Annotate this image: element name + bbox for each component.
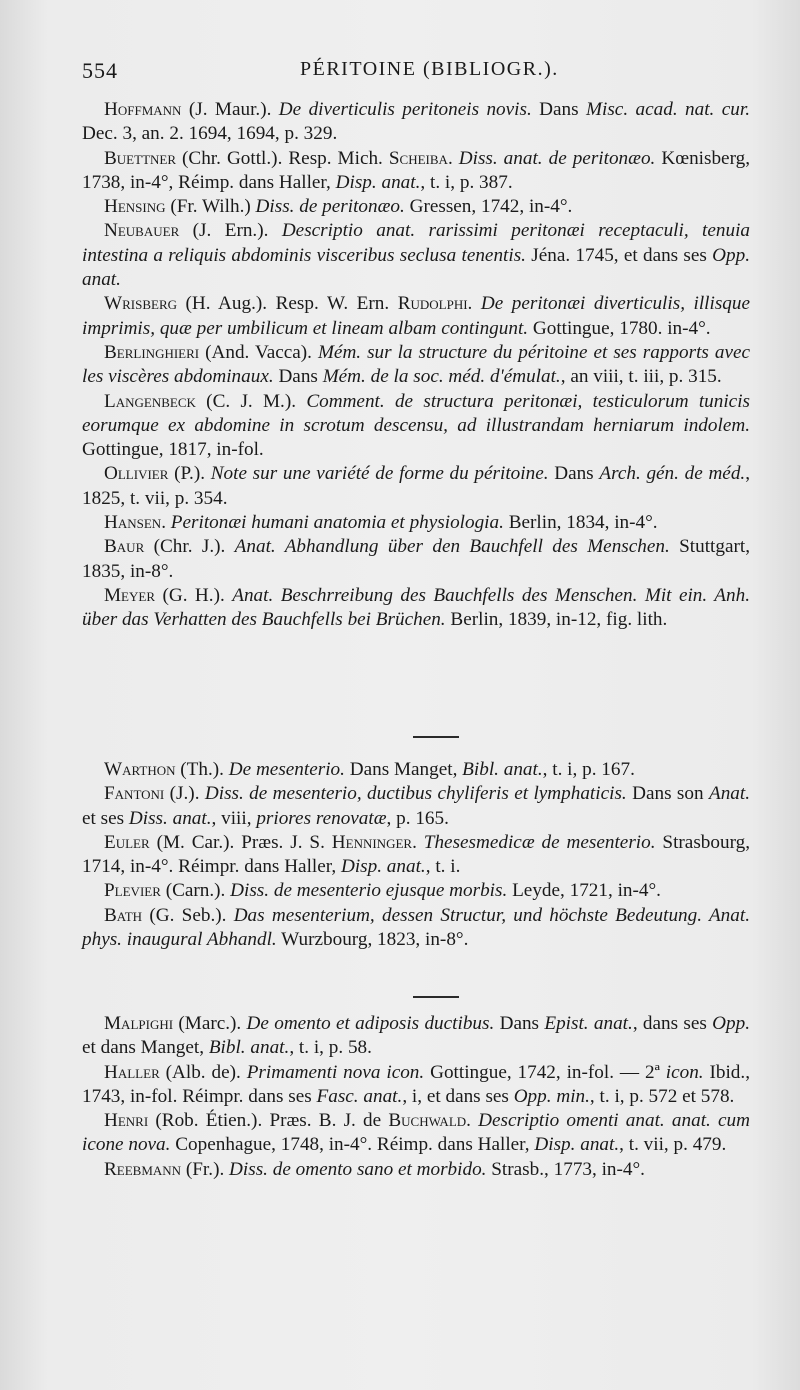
entry-title: Disp. anat. [340, 856, 426, 878]
entry-text: Berlin, 1839, in-12, fig. lith. [445, 609, 668, 631]
entry-text: (H. Aug.). Resp. W. Ern. [177, 293, 398, 315]
entry-text: et ses [82, 807, 129, 829]
entry-title: Thesesmedicæ de mesenterio. [423, 831, 656, 853]
entry-title: Comment. de structura peritonæi, testiculorum tunicis eorumque ex abdomine in scrotum descensu, ad illustrandam herniarum indolem. [82, 390, 751, 436]
entry-text: Dans Manget, [344, 759, 463, 780]
entry-author: Plevier [104, 880, 161, 902]
entry-title: De omento et adiposis ductibus. [246, 1013, 495, 1034]
entry-title: Diss. anat. [128, 807, 212, 829]
entry-text: (Alb. de). [159, 1061, 247, 1083]
entry-author: Fantoni [104, 783, 165, 805]
entry-text: , t. i, p. 167. [542, 759, 635, 780]
entry-title: Anat. Abhandlung über den Bauchfell des Menschen. [234, 536, 670, 558]
bibliography-entry [82, 511, 750, 535]
page-number: 554 [82, 58, 118, 83]
entry-text: , p. 165. [386, 807, 449, 829]
entry-text: . [161, 512, 171, 534]
entry-author: Warthon [104, 759, 176, 780]
entry-text: . [447, 147, 459, 169]
entry-text: (G. Seb.). [142, 904, 234, 926]
entry-author: Hansen [104, 512, 162, 534]
entry-author: Reebmann [104, 1158, 182, 1180]
entry-text: (J. Maur.). [181, 99, 279, 120]
entry-text: . [467, 293, 481, 315]
entry-text: Leyde, 1721, in-4°. [507, 880, 661, 902]
entry-text: (G. H.). [155, 584, 233, 606]
entry-title: Fasc. anat. [316, 1085, 403, 1107]
entry-title: Opp. min. [513, 1085, 590, 1107]
entry-text: (J.). [164, 783, 205, 805]
entry-title: Peritonæi humani anatomia et physiologia. [170, 512, 504, 534]
bibliography-entry [82, 462, 750, 511]
entry-text: . [466, 1110, 479, 1132]
entry-title: Diss. anat. de peritonæo. [458, 147, 656, 169]
bibliography-entry [82, 341, 750, 390]
entry-title: Descriptio omenti anat. anat. cum icone nova. [82, 1110, 751, 1156]
entry-text: Berlin, 1834, in-4°. [503, 512, 658, 534]
entry-author: Haller [104, 1061, 160, 1083]
entry-author: Hoffmann [104, 99, 182, 120]
entry-text: (Fr. Wilh.) [165, 196, 256, 218]
entry-title: priores renovatæ [256, 807, 387, 829]
entry-title: Diss. de peritonæo. [255, 196, 405, 218]
bibliography-entry [82, 1109, 750, 1158]
entry-text: (M. Car.). Præs. J. S. [149, 831, 332, 853]
entry-title: Bibl. anat. [208, 1037, 290, 1059]
entry-text: Gottingue, 1780. in-4°. [528, 317, 711, 339]
bibliography-entry [82, 1012, 750, 1061]
entry-text: (P.). [168, 463, 211, 485]
bibliography-entry [82, 98, 750, 147]
entry-text: Dec. 3, an. 2. 1694, 1694, p. 329. [82, 123, 338, 145]
bibliography-entry [82, 904, 750, 953]
entry-title: icon. [665, 1061, 704, 1083]
entry-title: Opp. [712, 1013, 751, 1034]
running-head: PÉRITOINE (BIBLIOGR.). [300, 58, 559, 80]
entry-author: Neubauer [104, 220, 180, 242]
entry-text: (Chr. Gottl.). Resp. Mich. [176, 147, 389, 169]
entry-respondent: Buchwald [388, 1110, 467, 1132]
entry-text: Gottingue, 1817, in-fol. [82, 439, 264, 461]
entry-text: Dans son [626, 783, 709, 805]
entry-text: , viii, [211, 807, 257, 829]
entry-text: Jéna. 1745, et dans ses [525, 244, 713, 266]
entry-title: Bibl. anat. [462, 759, 543, 780]
entry-title: Diss. de omento sano et morbido. [229, 1158, 487, 1180]
entry-text: , t. vii, p. 479. [619, 1134, 727, 1156]
entry-text: Ibid., 1743, in-fol. Réimpr. dans ses [82, 1061, 750, 1107]
entry-text: (C. J. M.). [195, 390, 307, 412]
bibliography-entry [82, 1158, 750, 1182]
entry-author: Berlinghieri [104, 341, 200, 363]
bibliography-section-omento [82, 1012, 750, 1182]
entry-text: , an viii, t. iii, p. 315. [560, 366, 722, 388]
entry-title: Disp. anat. [335, 171, 421, 193]
entry-title: Anat. Beschrreibung des Bauchfells des Menschen. Mit ein. Anh. über das Verhatten des Bauchfells bei Brüchen. [82, 584, 750, 631]
entry-respondent: Henninger [331, 831, 413, 853]
entry-text: , t. i, p. 58. [289, 1037, 372, 1059]
entry-title: Misc. acad. nat. cur. [586, 99, 750, 120]
entry-respondent: Scheiba [388, 147, 448, 169]
entry-text: (Rob. Étien.). Præs. B. J. de [148, 1110, 389, 1132]
entry-title: De mesenterio. [228, 759, 345, 780]
entry-author: Ollivier [104, 463, 169, 485]
entry-title: Primamenti nova icon. [246, 1061, 425, 1083]
entry-author: Hensing [104, 196, 166, 218]
entry-text: Stuttgart, 1835, in-8°. [82, 536, 751, 582]
entry-title: Epist. anat. [544, 1013, 633, 1034]
entry-text: , t. i, p. 572 et 578. [589, 1085, 735, 1107]
entry-title: De diverticulis peritoneis novis. [278, 99, 532, 120]
entry-author: Henri [104, 1110, 149, 1132]
entry-title: Mém. de la soc. méd. d'émulat. [322, 366, 561, 388]
entry-text: et dans Manget, [82, 1037, 209, 1059]
entry-text: , i, et dans ses [402, 1085, 514, 1107]
entry-text: , t. i. [425, 856, 461, 878]
entry-text: , 1825, t. vii, p. 354. [82, 463, 751, 509]
entry-title: Disp. anat. [534, 1134, 620, 1156]
entry-author: Meyer [104, 584, 156, 606]
entry-title: Das mesenterium, dessen Structur, und höchste Bedeutung. Anat. phys. inaugural Abhandl. [82, 904, 750, 951]
entry-text: Gressen, 1742, in-4°. [404, 196, 573, 218]
entry-text: Strasbourg, 1714, in-4°. Réimpr. dans Haller, [82, 831, 751, 878]
entry-text: Dans [548, 463, 600, 485]
entry-text: (Th.). [175, 759, 229, 780]
entry-author: Wrisberg [104, 293, 178, 315]
entry-text: (And. Vacca). [199, 341, 318, 363]
entry-text: (J. Ern.). [179, 220, 282, 242]
entry-text: , t. i, p. 387. [420, 171, 513, 193]
entry-title: Note sur une variété de forme du péritoine. [210, 463, 549, 485]
entry-author: Malpighi [104, 1013, 174, 1034]
entry-text: , dans ses [632, 1013, 713, 1034]
entry-text: Gottingue, 1742, in-fol. — 2ª [424, 1061, 666, 1083]
bibliography-section-peritoine [82, 98, 750, 633]
bibliography-entry [82, 831, 750, 880]
entry-text: Strasb., 1773, in-4°. [486, 1158, 645, 1180]
entry-author: Bath [104, 904, 143, 926]
entry-text: (Fr.). [181, 1158, 230, 1180]
bibliography-entry [82, 390, 750, 463]
entry-author: Euler [104, 831, 150, 853]
entry-title: Diss. de mesenterio ejusque morbis. [230, 880, 508, 902]
entry-title: Opp. anat. [82, 244, 750, 291]
page-header [82, 58, 750, 92]
entry-text: . [412, 831, 424, 853]
entry-text: (Marc.). [173, 1013, 247, 1034]
entry-author: Baur [104, 536, 145, 558]
bibliography-entry [82, 758, 750, 782]
entry-title: Arch. gén. de méd. [599, 463, 746, 485]
entry-text: Wurzbourg, 1823, in-8°. [276, 929, 469, 951]
section-divider [413, 996, 459, 998]
bibliography-entry [82, 584, 750, 633]
entry-text: Dans [531, 99, 587, 120]
entry-title: Diss. de mesenterio, ductibus chyliferis et lymphaticis. [204, 783, 627, 805]
section-divider [413, 736, 459, 738]
bibliography-entry [82, 219, 750, 292]
bibliography-entry [82, 195, 750, 219]
entry-text: Copenhague, 1748, in-4°. Réimp. dans Haller, [170, 1134, 535, 1156]
bibliography-entry [82, 1061, 750, 1110]
entry-title: Anat. [708, 783, 751, 805]
bibliography-section-mesenterio [82, 758, 750, 952]
entry-text: (Carn.). [160, 880, 231, 902]
bibliography-entry [82, 782, 750, 831]
entry-title: De peritonæi diverticulis, illisque imprimis, quæ per umbilicum et lineam albam contingunt. [82, 293, 751, 339]
entry-text: Kœnisberg, 1738, in-4°, Réimp. dans Haller, [82, 147, 751, 193]
entry-author: Buettner [104, 147, 177, 169]
bibliography-entry [82, 147, 750, 196]
entry-respondent: Rudolphi [397, 293, 468, 315]
bibliography-entry [82, 535, 750, 584]
entry-title: Mém. sur la structure du péritoine et ses rapports avec les viscères abdominaux. [82, 341, 750, 388]
bibliography-entry [82, 879, 750, 903]
entry-text: Dans [494, 1013, 545, 1034]
entry-author: Langenbeck [104, 390, 196, 412]
entry-text: Dans [273, 366, 323, 388]
bibliography-entry [82, 292, 750, 341]
entry-text: (Chr. J.). [144, 536, 235, 558]
entry-title: Descriptio anat. rarissimi peritonæi receptaculi, tenuia intestina a reliquis abdominis visceribus seclusa tenentis. [82, 220, 750, 266]
